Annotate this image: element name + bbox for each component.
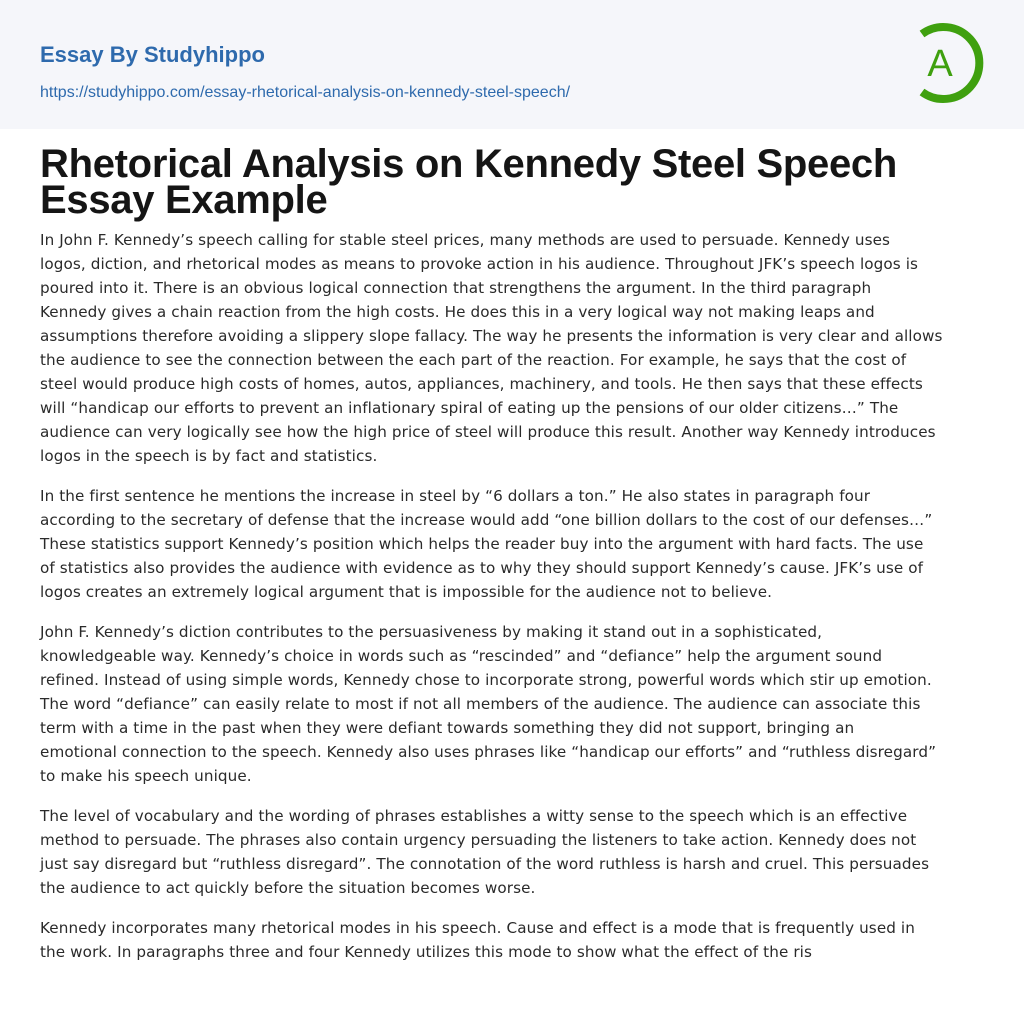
paragraph-line: knowledgeable way. Kennedy’s choice in words such as “rescinded” and “defiance” help the argument sound bbox=[40, 647, 883, 665]
paragraph-line: of statistics also provides the audience with evidence as to why they should support Kennedy’s cause. JFK’s use of bbox=[40, 559, 924, 577]
paragraph-line: These statistics support Kennedy’s position which helps the reader buy into the argument with hard facts. The use bbox=[40, 535, 924, 553]
essay-paragraph bbox=[40, 916, 990, 964]
paragraph-line: steel would produce high costs of homes, autos, appliances, machinery, and tools. He then says that these effects bbox=[40, 375, 923, 393]
site-header bbox=[0, 0, 1024, 129]
paragraph-line: In the first sentence he mentions the increase in steel by “6 dollars a ton.” He also states in paragraph four bbox=[40, 487, 871, 505]
title-line: Essay Example bbox=[40, 178, 328, 222]
brand-title[interactable]: Essay By Studyhippo bbox=[40, 42, 265, 67]
studyhippo-logo-icon[interactable] bbox=[910, 20, 986, 106]
paragraph-line: Kennedy incorporates many rhetorical modes in his speech. Cause and effect is a mode that is frequently used in bbox=[40, 919, 915, 937]
paragraph-line: according to the secretary of defense that the increase would add “one billion dollars to the cost of our defenses…” bbox=[40, 511, 933, 529]
title-line: Rhetorical Analysis on Kennedy Steel Speech bbox=[40, 142, 898, 186]
paragraph-line: the work. In paragraphs three and four Kennedy utilizes this mode to show what the effect of the ris bbox=[40, 943, 813, 961]
paragraph-line: emotional connection to the speech. Kennedy also uses phrases like “handicap our efforts” and “ruthless disregard” bbox=[40, 743, 937, 761]
paragraph-line: poured into it. There is an obvious logical connection that strengthens the argument. In the third paragraph bbox=[40, 279, 872, 297]
paragraph-line: John F. Kennedy’s diction contributes to the persuasiveness by making it stand out in a sophisticated, bbox=[40, 623, 823, 641]
paragraph-line: audience can very logically see how the high price of steel will produce this result. Another way Kennedy introduces bbox=[40, 423, 936, 441]
paragraph-line: logos in the speech is by fact and statistics. bbox=[40, 447, 378, 465]
essay-paragraph bbox=[40, 620, 990, 788]
paragraph-line: logos, diction, and rhetorical modes as means to provoke action in his audience. Throughout JFK’s speech logos is bbox=[40, 255, 919, 273]
paragraph-line: method to persuade. The phrases also contain urgency persuading the listeners to take action. Kennedy does not bbox=[40, 831, 917, 849]
essay-paragraph bbox=[40, 228, 990, 468]
essay-body bbox=[40, 228, 990, 980]
paragraph-line: just say disregard but “ruthless disregard”. The connotation of the word ruthless is harsh and cruel. This persuades bbox=[40, 855, 930, 873]
page-title bbox=[40, 142, 898, 222]
essay-url-link[interactable]: https://studyhippo.com/essay-rhetorical-analysis-on-kennedy-steel-speech/ bbox=[40, 84, 571, 101]
paragraph-line: the audience to act quickly before the situation becomes worse. bbox=[40, 879, 536, 897]
paragraph-line: will “handicap our efforts to prevent an inflationary spiral of eating up the pensions of our older citizens…” The bbox=[40, 399, 899, 417]
paragraph-line: refined. Instead of using simple words, Kennedy chose to incorporate strong, powerful words which stir up emotion. bbox=[40, 671, 932, 689]
paragraph-line: the audience to see the connection between the each part of the reaction. For example, he says that the cost of bbox=[40, 351, 907, 369]
paragraph-line: Kennedy gives a chain reaction from the high costs. He does this in a very logical way not making leaps and bbox=[40, 303, 875, 321]
essay-paragraph bbox=[40, 804, 990, 900]
paragraph-line: to make his speech unique. bbox=[40, 767, 252, 785]
paragraph-line: logos creates an extremely logical argument that is impossible for the audience not to believe. bbox=[40, 583, 773, 601]
paragraph-line: The word “defiance” can easily relate to most if not all members of the audience. The audience can associate this bbox=[40, 695, 921, 713]
paragraph-line: In John F. Kennedy’s speech calling for stable steel prices, many methods are used to persuade. Kennedy uses bbox=[40, 231, 891, 249]
essay-paragraph bbox=[40, 484, 990, 604]
paragraph-line: term with a time in the past when they were defiant towards something they did not support, bringing an bbox=[40, 719, 855, 737]
svg-text:A: A bbox=[927, 43, 953, 85]
paragraph-line: assumptions therefore avoiding a slippery slope fallacy. The way he presents the information is very clear and allows bbox=[40, 327, 943, 345]
paragraph-line: The level of vocabulary and the wording of phrases establishes a witty sense to the speech which is an effective bbox=[40, 807, 908, 825]
